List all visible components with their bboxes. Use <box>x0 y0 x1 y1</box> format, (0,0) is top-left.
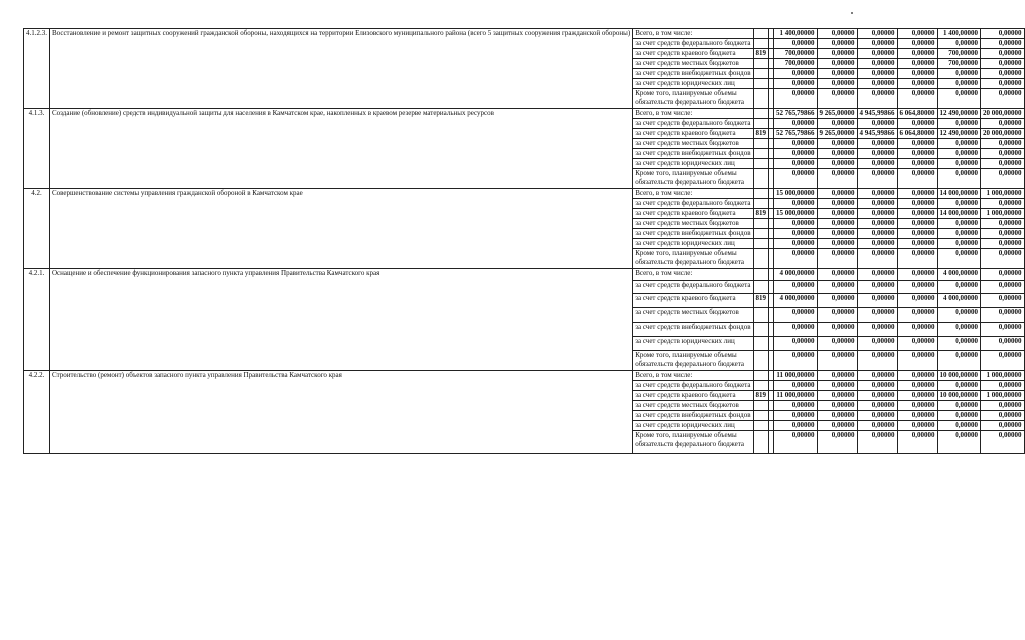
amount-cell: 0,00000 <box>981 69 1025 79</box>
amount-cell: 0,00000 <box>817 189 857 199</box>
amount-cell: 0,00000 <box>937 199 981 209</box>
amount-cell: 0,00000 <box>857 337 897 351</box>
amount-cell: 0,00000 <box>937 69 981 79</box>
amount-cell: 0,00000 <box>774 169 818 189</box>
amount-cell: 0,00000 <box>981 411 1025 421</box>
amount-cell: 0,00000 <box>981 119 1025 129</box>
amount-cell: 0,00000 <box>897 189 937 199</box>
amount-cell: 9 265,00000 <box>817 129 857 139</box>
funding-source-label: за счет средств внебюджетных фондов <box>633 69 753 79</box>
amount-cell: 0,00000 <box>981 199 1025 209</box>
amount-cell: 0,00000 <box>857 139 897 149</box>
amount-cell: 0,00000 <box>937 219 981 229</box>
amount-cell: 0,00000 <box>897 139 937 149</box>
amount-cell: 0,00000 <box>937 39 981 49</box>
funding-source-label: Всего, в том числе: <box>633 29 753 39</box>
kbk-code <box>753 169 769 189</box>
amount-cell: 0,00000 <box>897 421 937 431</box>
amount-cell: 0,00000 <box>981 59 1025 69</box>
kbk-code <box>753 337 769 351</box>
amount-cell: 0,00000 <box>774 159 818 169</box>
funding-source-label: Всего, в том числе: <box>633 189 753 199</box>
amount-cell: 0,00000 <box>981 308 1025 323</box>
amount-cell: 0,00000 <box>897 69 937 79</box>
table-row <box>24 29 1025 39</box>
amount-cell: 9 265,00000 <box>817 109 857 119</box>
amount-cell: 1 400,00000 <box>937 29 981 39</box>
scan-speck <box>851 12 853 14</box>
amount-cell: 1 400,00000 <box>774 29 818 39</box>
amount-cell: 0,00000 <box>981 89 1025 109</box>
amount-cell: 52 765,79866 <box>774 129 818 139</box>
amount-cell: 0,00000 <box>897 249 937 269</box>
amount-cell: 0,00000 <box>981 159 1025 169</box>
kbk-code <box>753 421 769 431</box>
kbk-code: 819 <box>753 391 769 401</box>
amount-cell: 0,00000 <box>774 149 818 159</box>
amount-cell: 0,00000 <box>774 401 818 411</box>
amount-cell: 6 064,80000 <box>897 109 937 119</box>
amount-cell: 0,00000 <box>817 421 857 431</box>
amount-cell: 0,00000 <box>774 139 818 149</box>
amount-cell: 0,00000 <box>774 219 818 229</box>
amount-cell: 4 000,00000 <box>937 269 981 281</box>
amount-cell: 0,00000 <box>774 39 818 49</box>
kbk-code <box>753 411 769 421</box>
amount-cell: 0,00000 <box>817 209 857 219</box>
row-activity-name: Создание (обновление) средств индивидуальной защиты для населения в Камчатском крае, накопленных в краевом резерве материальных ресурсов <box>50 109 633 189</box>
amount-cell: 0,00000 <box>817 79 857 89</box>
amount-cell: 0,00000 <box>897 39 937 49</box>
amount-cell: 0,00000 <box>937 401 981 411</box>
funding-source-label: за счет средств внебюджетных фондов <box>633 323 753 337</box>
funding-source-label: за счет средств юридических лиц <box>633 421 753 431</box>
funding-source-label: за счет средств краевого бюджета <box>633 294 753 308</box>
amount-cell: 0,00000 <box>817 239 857 249</box>
amount-cell: 0,00000 <box>857 59 897 69</box>
amount-cell: 0,00000 <box>817 39 857 49</box>
amount-cell: 1 000,00000 <box>981 391 1025 401</box>
amount-cell: 0,00000 <box>937 229 981 239</box>
amount-cell: 0,00000 <box>981 49 1025 59</box>
amount-cell: 0,00000 <box>817 159 857 169</box>
kbk-code <box>753 39 769 49</box>
table-row <box>24 371 1025 381</box>
kbk-code <box>753 249 769 269</box>
kbk-code <box>753 79 769 89</box>
kbk-code <box>753 189 769 199</box>
amount-cell: 0,00000 <box>937 411 981 421</box>
amount-cell: 0,00000 <box>857 239 897 249</box>
amount-cell: 0,00000 <box>937 119 981 129</box>
amount-cell: 0,00000 <box>817 411 857 421</box>
amount-cell: 52 765,79866 <box>774 109 818 119</box>
amount-cell: 0,00000 <box>897 401 937 411</box>
amount-cell: 0,00000 <box>937 159 981 169</box>
amount-cell: 0,00000 <box>897 219 937 229</box>
row-activity-name: Строительство (ремонт) объектов запасного пункта управления Правительства Камчатского края <box>50 371 633 454</box>
amount-cell: 0,00000 <box>897 209 937 219</box>
amount-cell: 0,00000 <box>817 269 857 281</box>
amount-cell: 11 000,00000 <box>774 391 818 401</box>
amount-cell: 0,00000 <box>857 169 897 189</box>
row-activity-name: Совершенствование системы управления гражданской обороной в Камчатском крае <box>50 189 633 269</box>
amount-cell: 0,00000 <box>857 371 897 381</box>
amount-cell: 0,00000 <box>981 381 1025 391</box>
budget-table-body <box>24 29 1025 454</box>
amount-cell: 0,00000 <box>937 351 981 371</box>
kbk-code: 819 <box>753 49 769 59</box>
amount-cell: 0,00000 <box>981 229 1025 239</box>
funding-source-label: за счет средств федерального бюджета <box>633 39 753 49</box>
amount-cell: 0,00000 <box>937 308 981 323</box>
amount-cell: 14 000,00000 <box>937 189 981 199</box>
amount-cell: 0,00000 <box>857 431 897 454</box>
amount-cell: 0,00000 <box>817 431 857 454</box>
amount-cell: 0,00000 <box>981 337 1025 351</box>
amount-cell: 0,00000 <box>817 323 857 337</box>
amount-cell: 0,00000 <box>937 169 981 189</box>
amount-cell: 0,00000 <box>857 323 897 337</box>
funding-source-label: за счет средств краевого бюджета <box>633 209 753 219</box>
amount-cell: 0,00000 <box>897 49 937 59</box>
amount-cell: 0,00000 <box>817 119 857 129</box>
amount-cell: 0,00000 <box>897 323 937 337</box>
funding-source-label: Кроме того, планируемые объемы обязательств федерального бюджета <box>633 249 753 269</box>
amount-cell: 0,00000 <box>897 381 937 391</box>
amount-cell: 0,00000 <box>817 169 857 189</box>
amount-cell: 0,00000 <box>981 39 1025 49</box>
row-code: 4.2.2. <box>24 371 50 454</box>
amount-cell: 0,00000 <box>774 69 818 79</box>
amount-cell: 0,00000 <box>774 308 818 323</box>
funding-source-label: Всего, в том числе: <box>633 109 753 119</box>
amount-cell: 4 000,00000 <box>774 269 818 281</box>
funding-source-label: за счет средств местных бюджетов <box>633 401 753 411</box>
amount-cell: 15 000,00000 <box>774 189 818 199</box>
amount-cell: 0,00000 <box>817 49 857 59</box>
amount-cell: 0,00000 <box>897 229 937 239</box>
amount-cell: 0,00000 <box>937 139 981 149</box>
amount-cell: 0,00000 <box>774 119 818 129</box>
amount-cell: 0,00000 <box>857 249 897 269</box>
amount-cell: 0,00000 <box>897 294 937 308</box>
funding-source-label: за счет средств юридических лиц <box>633 79 753 89</box>
amount-cell: 0,00000 <box>774 199 818 209</box>
amount-cell: 6 064,80000 <box>897 129 937 139</box>
funding-source-label: за счет средств внебюджетных фондов <box>633 149 753 159</box>
amount-cell: 0,00000 <box>897 281 937 294</box>
amount-cell: 10 000,00000 <box>937 391 981 401</box>
amount-cell: 12 490,00000 <box>937 109 981 119</box>
amount-cell: 0,00000 <box>981 351 1025 371</box>
amount-cell: 0,00000 <box>857 29 897 39</box>
funding-source-label: за счет средств федерального бюджета <box>633 381 753 391</box>
kbk-code <box>753 89 769 109</box>
amount-cell: 0,00000 <box>774 249 818 269</box>
amount-cell: 0,00000 <box>897 159 937 169</box>
amount-cell: 0,00000 <box>937 249 981 269</box>
amount-cell: 700,00000 <box>774 49 818 59</box>
amount-cell: 0,00000 <box>817 391 857 401</box>
amount-cell: 0,00000 <box>937 149 981 159</box>
amount-cell: 0,00000 <box>817 381 857 391</box>
funding-source-label: за счет средств местных бюджетов <box>633 219 753 229</box>
amount-cell: 0,00000 <box>937 281 981 294</box>
amount-cell: 0,00000 <box>981 281 1025 294</box>
kbk-code <box>753 109 769 119</box>
funding-source-label: за счет средств федерального бюджета <box>633 199 753 209</box>
amount-cell: 0,00000 <box>857 391 897 401</box>
amount-cell: 0,00000 <box>981 401 1025 411</box>
amount-cell: 0,00000 <box>857 119 897 129</box>
amount-cell: 11 000,00000 <box>774 371 818 381</box>
amount-cell: 0,00000 <box>857 219 897 229</box>
amount-cell: 0,00000 <box>857 401 897 411</box>
amount-cell: 1 000,00000 <box>981 189 1025 199</box>
amount-cell: 0,00000 <box>817 249 857 269</box>
kbk-code <box>753 323 769 337</box>
kbk-code <box>753 119 769 129</box>
amount-cell: 0,00000 <box>774 337 818 351</box>
kbk-code <box>753 281 769 294</box>
amount-cell: 0,00000 <box>857 294 897 308</box>
amount-cell: 0,00000 <box>981 29 1025 39</box>
amount-cell: 0,00000 <box>817 229 857 239</box>
row-code: 4.1.3. <box>24 109 50 189</box>
table-row <box>24 189 1025 199</box>
funding-source-label: за счет средств федерального бюджета <box>633 119 753 129</box>
amount-cell: 20 000,00000 <box>981 129 1025 139</box>
amount-cell: 0,00000 <box>857 69 897 79</box>
amount-cell: 0,00000 <box>937 381 981 391</box>
amount-cell: 0,00000 <box>937 337 981 351</box>
amount-cell: 0,00000 <box>897 308 937 323</box>
kbk-code <box>753 59 769 69</box>
amount-cell: 0,00000 <box>774 323 818 337</box>
kbk-code: 819 <box>753 294 769 308</box>
amount-cell: 0,00000 <box>937 79 981 89</box>
amount-cell: 0,00000 <box>774 381 818 391</box>
kbk-code <box>753 29 769 39</box>
kbk-code <box>753 239 769 249</box>
amount-cell: 0,00000 <box>857 421 897 431</box>
funding-source-label: за счет средств краевого бюджета <box>633 391 753 401</box>
kbk-code <box>753 69 769 79</box>
amount-cell: 1 000,00000 <box>981 209 1025 219</box>
amount-cell: 4 000,00000 <box>937 294 981 308</box>
row-code: 4.2. <box>24 189 50 269</box>
amount-cell: 0,00000 <box>981 249 1025 269</box>
amount-cell: 4 945,99866 <box>857 109 897 119</box>
funding-source-label: Всего, в том числе: <box>633 269 753 281</box>
amount-cell: 0,00000 <box>857 49 897 59</box>
amount-cell: 0,00000 <box>937 239 981 249</box>
funding-source-label: Кроме того, планируемые объемы обязательств федерального бюджета <box>633 169 753 189</box>
row-activity-name: Оснащение и обеспечение функционирования запасного пункта управления Правительства Камчатского края <box>50 269 633 371</box>
funding-source-label: за счет средств местных бюджетов <box>633 308 753 323</box>
amount-cell: 0,00000 <box>857 189 897 199</box>
amount-cell: 0,00000 <box>774 411 818 421</box>
amount-cell: 0,00000 <box>857 89 897 109</box>
amount-cell: 0,00000 <box>774 89 818 109</box>
amount-cell: 0,00000 <box>857 209 897 219</box>
amount-cell: 0,00000 <box>817 59 857 69</box>
amount-cell: 0,00000 <box>817 351 857 371</box>
amount-cell: 0,00000 <box>817 294 857 308</box>
amount-cell: 0,00000 <box>857 159 897 169</box>
amount-cell: 700,00000 <box>937 49 981 59</box>
amount-cell: 10 000,00000 <box>937 371 981 381</box>
funding-source-label: за счет средств внебюджетных фондов <box>633 411 753 421</box>
amount-cell: 0,00000 <box>897 89 937 109</box>
amount-cell: 0,00000 <box>897 199 937 209</box>
funding-source-label: за счет средств краевого бюджета <box>633 49 753 59</box>
amount-cell: 0,00000 <box>937 323 981 337</box>
kbk-code <box>753 149 769 159</box>
funding-source-label: за счет средств федерального бюджета <box>633 281 753 294</box>
amount-cell: 0,00000 <box>817 308 857 323</box>
amount-cell: 0,00000 <box>774 229 818 239</box>
amount-cell: 0,00000 <box>897 337 937 351</box>
amount-cell: 4 945,99866 <box>857 129 897 139</box>
row-activity-name: Восстановление и ремонт защитных сооружений гражданской обороны, находящихся на территории Елизовского муниципального района (всего 5 защитных сооружения гражданской обороны) <box>50 29 633 109</box>
kbk-code <box>753 159 769 169</box>
kbk-code <box>753 229 769 239</box>
amount-cell: 0,00000 <box>817 69 857 79</box>
amount-cell: 0,00000 <box>981 169 1025 189</box>
funding-source-label: за счет средств краевого бюджета <box>633 129 753 139</box>
amount-cell: 0,00000 <box>897 59 937 69</box>
amount-cell: 0,00000 <box>774 281 818 294</box>
amount-cell: 0,00000 <box>857 281 897 294</box>
amount-cell: 0,00000 <box>857 149 897 159</box>
kbk-code <box>753 219 769 229</box>
amount-cell: 0,00000 <box>937 421 981 431</box>
amount-cell: 0,00000 <box>981 421 1025 431</box>
amount-cell: 0,00000 <box>817 149 857 159</box>
amount-cell: 0,00000 <box>897 431 937 454</box>
amount-cell: 0,00000 <box>857 308 897 323</box>
amount-cell: 0,00000 <box>897 149 937 159</box>
amount-cell: 0,00000 <box>817 199 857 209</box>
kbk-code: 819 <box>753 209 769 219</box>
amount-cell: 700,00000 <box>774 59 818 69</box>
amount-cell: 0,00000 <box>857 381 897 391</box>
kbk-code <box>753 139 769 149</box>
funding-source-label: за счет средств местных бюджетов <box>633 59 753 69</box>
amount-cell: 0,00000 <box>774 421 818 431</box>
amount-cell: 0,00000 <box>897 119 937 129</box>
amount-cell: 0,00000 <box>817 29 857 39</box>
amount-cell: 0,00000 <box>981 149 1025 159</box>
amount-cell: 0,00000 <box>897 169 937 189</box>
amount-cell: 0,00000 <box>981 219 1025 229</box>
funding-source-label: Всего, в том числе: <box>633 371 753 381</box>
funding-source-label: Кроме того, планируемые объемы обязательств федерального бюджета <box>633 89 753 109</box>
funding-source-label: за счет средств юридических лиц <box>633 239 753 249</box>
amount-cell: 0,00000 <box>817 219 857 229</box>
amount-cell: 0,00000 <box>857 39 897 49</box>
amount-cell: 4 000,00000 <box>774 294 818 308</box>
amount-cell: 0,00000 <box>981 139 1025 149</box>
amount-cell: 0,00000 <box>897 79 937 89</box>
amount-cell: 0,00000 <box>897 239 937 249</box>
amount-cell: 0,00000 <box>774 79 818 89</box>
amount-cell: 0,00000 <box>774 239 818 249</box>
amount-cell: 0,00000 <box>817 89 857 109</box>
amount-cell: 0,00000 <box>897 371 937 381</box>
funding-source-label: Кроме того, планируемые объемы обязательств федерального бюджета <box>633 351 753 371</box>
kbk-code <box>753 381 769 391</box>
amount-cell: 0,00000 <box>897 411 937 421</box>
amount-cell: 0,00000 <box>817 401 857 411</box>
amount-cell: 14 000,00000 <box>937 209 981 219</box>
funding-source-label: за счет средств юридических лиц <box>633 159 753 169</box>
budget-table <box>23 28 1025 454</box>
amount-cell: 0,00000 <box>981 239 1025 249</box>
amount-cell: 1 000,00000 <box>981 371 1025 381</box>
funding-source-label: за счет средств местных бюджетов <box>633 139 753 149</box>
amount-cell: 0,00000 <box>774 431 818 454</box>
amount-cell: 0,00000 <box>817 371 857 381</box>
row-code: 4.2.1. <box>24 269 50 371</box>
amount-cell: 0,00000 <box>981 294 1025 308</box>
kbk-code <box>753 269 769 281</box>
amount-cell: 20 000,00000 <box>981 109 1025 119</box>
amount-cell: 0,00000 <box>817 337 857 351</box>
amount-cell: 15 000,00000 <box>774 209 818 219</box>
amount-cell: 0,00000 <box>857 269 897 281</box>
amount-cell: 0,00000 <box>981 431 1025 454</box>
kbk-code <box>753 401 769 411</box>
kbk-code <box>753 351 769 371</box>
amount-cell: 0,00000 <box>981 79 1025 89</box>
amount-cell: 0,00000 <box>857 351 897 371</box>
amount-cell: 0,00000 <box>857 229 897 239</box>
kbk-code: 819 <box>753 129 769 139</box>
amount-cell: 0,00000 <box>817 139 857 149</box>
amount-cell: 0,00000 <box>897 269 937 281</box>
kbk-code <box>753 431 769 454</box>
funding-source-label: за счет средств юридических лиц <box>633 337 753 351</box>
kbk-code <box>753 199 769 209</box>
table-row <box>24 269 1025 281</box>
row-code: 4.1.2.3. <box>24 29 50 109</box>
amount-cell: 0,00000 <box>857 411 897 421</box>
amount-cell: 0,00000 <box>774 351 818 371</box>
amount-cell: 0,00000 <box>857 199 897 209</box>
funding-source-label: за счет средств внебюджетных фондов <box>633 229 753 239</box>
amount-cell: 0,00000 <box>981 323 1025 337</box>
amount-cell: 12 490,00000 <box>937 129 981 139</box>
funding-source-label: Кроме того, планируемые объемы обязательств федерального бюджета <box>633 431 753 454</box>
amount-cell: 0,00000 <box>857 79 897 89</box>
amount-cell: 700,00000 <box>937 59 981 69</box>
amount-cell: 0,00000 <box>937 431 981 454</box>
amount-cell: 0,00000 <box>937 89 981 109</box>
amount-cell: 0,00000 <box>897 391 937 401</box>
amount-cell: 0,00000 <box>981 269 1025 281</box>
kbk-code <box>753 371 769 381</box>
amount-cell: 0,00000 <box>897 351 937 371</box>
amount-cell: 0,00000 <box>897 29 937 39</box>
table-row <box>24 109 1025 119</box>
kbk-code <box>753 308 769 323</box>
amount-cell: 0,00000 <box>817 281 857 294</box>
